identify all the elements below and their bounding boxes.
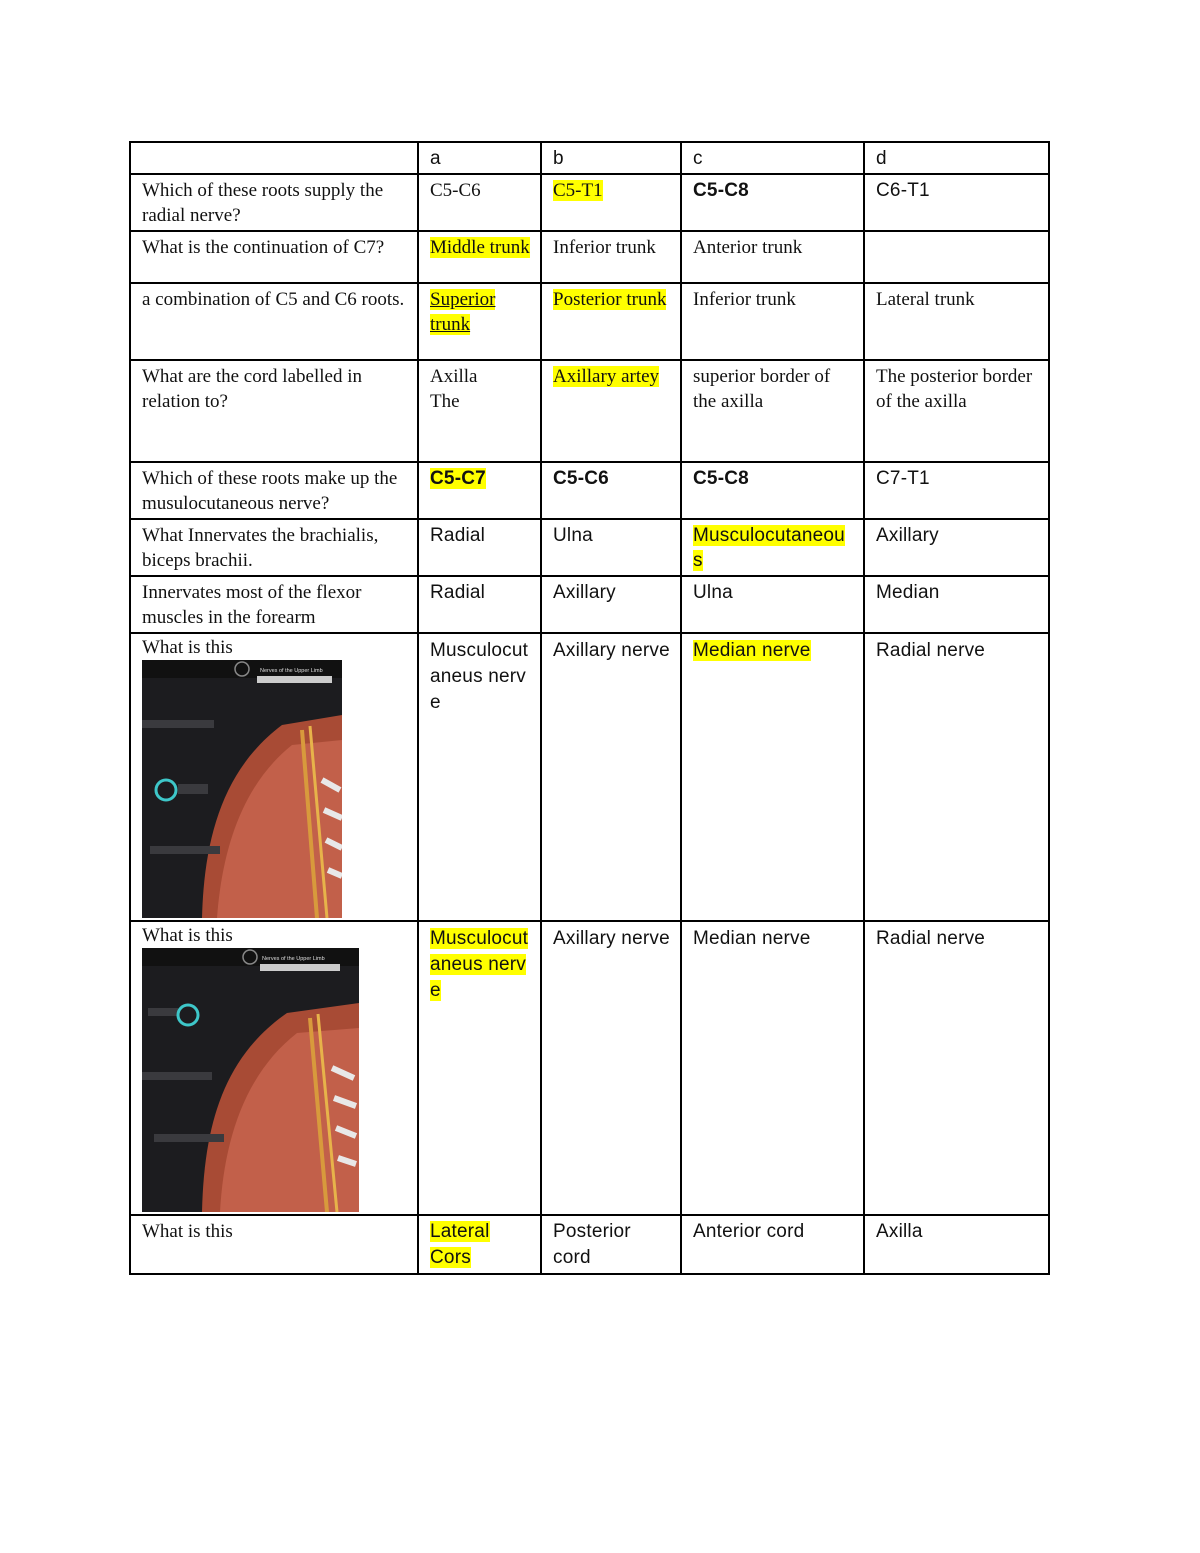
answer-c: C5-C8: [681, 462, 864, 519]
question-cell: a combination of C5 and C6 roots.: [130, 283, 418, 360]
table-row: [130, 462, 1049, 519]
answer-a: C5-C6: [418, 174, 541, 231]
header-blank: [130, 142, 418, 174]
table-row: [130, 283, 1049, 360]
answer-d: [864, 231, 1049, 283]
header-b: b: [541, 142, 681, 174]
question-cell: Innervates most of the flexor muscles in the forearm: [130, 576, 418, 633]
answer-a: C5-C7: [418, 462, 541, 519]
question-cell: What is the continuation of C7?: [130, 231, 418, 283]
table-row: [130, 174, 1049, 231]
header-a: a: [418, 142, 541, 174]
answer-c: C5-C8: [681, 174, 864, 231]
answer-c: Musculocutaneous: [681, 519, 864, 576]
answer-b: C5-T1: [541, 174, 681, 231]
svg-text:Nerves of the Upper Limb: Nerves of the Upper Limb: [262, 956, 325, 962]
anatomy-image: [142, 948, 359, 1212]
answer-d: C7-T1: [864, 462, 1049, 519]
answer-b: Axillary: [541, 576, 681, 633]
answer-d: Axillary: [864, 519, 1049, 576]
table-header-row: [130, 142, 1049, 174]
anatomy-image: [142, 660, 342, 918]
header-d: d: [864, 142, 1049, 174]
table-row: [130, 1215, 1049, 1274]
table-row: [130, 921, 1049, 1215]
answer-c: Ulna: [681, 576, 864, 633]
answer-c: superior border of the axilla: [681, 360, 864, 462]
answer-d: Axilla: [864, 1215, 1049, 1274]
answer-b: Axillary nerve: [541, 921, 681, 1215]
answer-a: Musculocutaneus nerve: [418, 633, 541, 921]
answer-b: Posterior trunk: [541, 283, 681, 360]
table-row: [130, 576, 1049, 633]
table-row: [130, 231, 1049, 283]
question-cell: Which of these roots supply the radial nerve?: [130, 174, 418, 231]
table-row: [130, 360, 1049, 462]
answer-c: Anterior trunk: [681, 231, 864, 283]
answer-a: Middle trunk: [418, 231, 541, 283]
answer-a: Radial: [418, 576, 541, 633]
answer-d: C6-T1: [864, 174, 1049, 231]
answer-b: Axillary nerve: [541, 633, 681, 921]
answer-a: Radial: [418, 519, 541, 576]
question-cell: What is this Nerves of the Upper Limb: [130, 633, 418, 921]
shoulder-anatomy-illustration: [142, 948, 359, 1212]
shoulder-anatomy-illustration: [142, 660, 342, 918]
answer-b: Posterior cord: [541, 1215, 681, 1274]
answer-c: Inferior trunk: [681, 283, 864, 360]
answer-b: Ulna: [541, 519, 681, 576]
answer-d: Radial nerve: [864, 633, 1049, 921]
svg-text:Nerves of the Upper Limb: Nerves of the Upper Limb: [260, 668, 323, 674]
question-cell: What is this Nerves of the Upper Limb: [130, 921, 418, 1215]
answer-d: Median: [864, 576, 1049, 633]
quiz-table: [129, 141, 1050, 1275]
table-row: [130, 633, 1049, 921]
answer-a: Superior trunk: [418, 283, 541, 360]
answer-d: Radial nerve: [864, 921, 1049, 1215]
answer-c: Median nerve: [681, 921, 864, 1215]
header-c: c: [681, 142, 864, 174]
question-cell: Which of these roots make up the musulocutaneous nerve?: [130, 462, 418, 519]
answer-d: Lateral trunk: [864, 283, 1049, 360]
answer-a: Lateral Cors: [418, 1215, 541, 1274]
question-cell: What are the cord labelled in relation to?: [130, 360, 418, 462]
table-row: [130, 519, 1049, 576]
answer-a: Musculocutaneus nerve: [418, 921, 541, 1215]
answer-d: The posterior border of the axilla: [864, 360, 1049, 462]
question-cell: What is this: [130, 1215, 418, 1274]
answer-a: Axilla The: [418, 360, 541, 462]
answer-c: Median nerve: [681, 633, 864, 921]
answer-c: Anterior cord: [681, 1215, 864, 1274]
answer-b: C5-C6: [541, 462, 681, 519]
answer-b: Inferior trunk: [541, 231, 681, 283]
question-cell: What Innervates the brachialis, biceps brachii.: [130, 519, 418, 576]
answer-b: Axillary artey: [541, 360, 681, 462]
